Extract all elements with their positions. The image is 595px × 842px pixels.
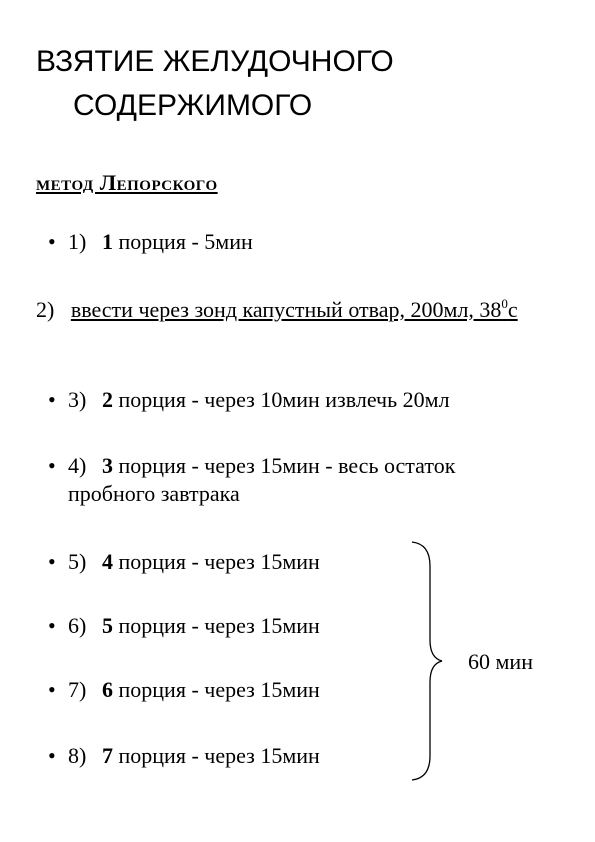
bullet: •	[48, 677, 56, 702]
list-item-step-7	[48, 676, 320, 704]
step-text: порция - 5мин	[113, 229, 253, 254]
step-number: 7)	[68, 677, 87, 702]
bullet: •	[48, 743, 56, 768]
step-text: порция - через 15мин	[113, 549, 320, 574]
page-title	[36, 40, 576, 128]
curly-brace-icon	[410, 540, 450, 782]
title-line-1: ВЗЯТИЕ ЖЕЛУДОЧНОГО	[36, 45, 394, 78]
list-item-step-2	[36, 296, 576, 324]
portion-number: 6	[102, 677, 113, 702]
bullet: •	[48, 549, 56, 574]
method-heading: метод Лепорского	[36, 170, 218, 195]
step-text: порция - через 15мин	[113, 743, 320, 768]
portion-number: 2	[102, 387, 113, 412]
total-duration: 60 мин	[468, 649, 533, 674]
step-text: порция - через 15мин - весь остаток	[113, 453, 456, 478]
step-text-continuation: пробного завтрака	[68, 481, 240, 506]
title-line-2: СОДЕРЖИМОГО	[73, 89, 313, 122]
list-item-step-5	[48, 548, 320, 576]
list-item-step-3	[48, 386, 450, 414]
step-number: 3)	[68, 387, 87, 412]
portion-number: 5	[102, 613, 113, 638]
bullet: •	[48, 229, 56, 254]
list-item-step-8	[48, 742, 320, 770]
step-number: 5)	[68, 549, 87, 574]
portion-number: 1	[102, 229, 113, 254]
step-number: 4)	[68, 453, 87, 478]
portion-number: 3	[102, 453, 113, 478]
bullet: •	[48, 453, 56, 478]
step-number: 6)	[68, 613, 87, 638]
list-item-step-6	[48, 612, 320, 640]
step-text: порция - через 15мин	[113, 613, 320, 638]
step-number: 2)	[36, 297, 55, 322]
portion-number: 7	[102, 743, 113, 768]
portion-number: 4	[102, 549, 113, 574]
step-text: порция - через 15мин	[113, 677, 320, 702]
step-number: 1)	[68, 229, 87, 254]
list-item-step-1	[48, 228, 253, 256]
step-text: порция - через 10мин извлечь 20мл	[113, 387, 450, 412]
degree-superscript: 0	[501, 296, 508, 311]
bullet: •	[48, 387, 56, 412]
step-number: 8)	[68, 743, 87, 768]
list-item-step-4	[48, 452, 455, 508]
bullet: •	[48, 613, 56, 638]
step-text: ввести через зонд капустный отвар, 200мл, $38^0с$	[70, 296, 518, 322]
